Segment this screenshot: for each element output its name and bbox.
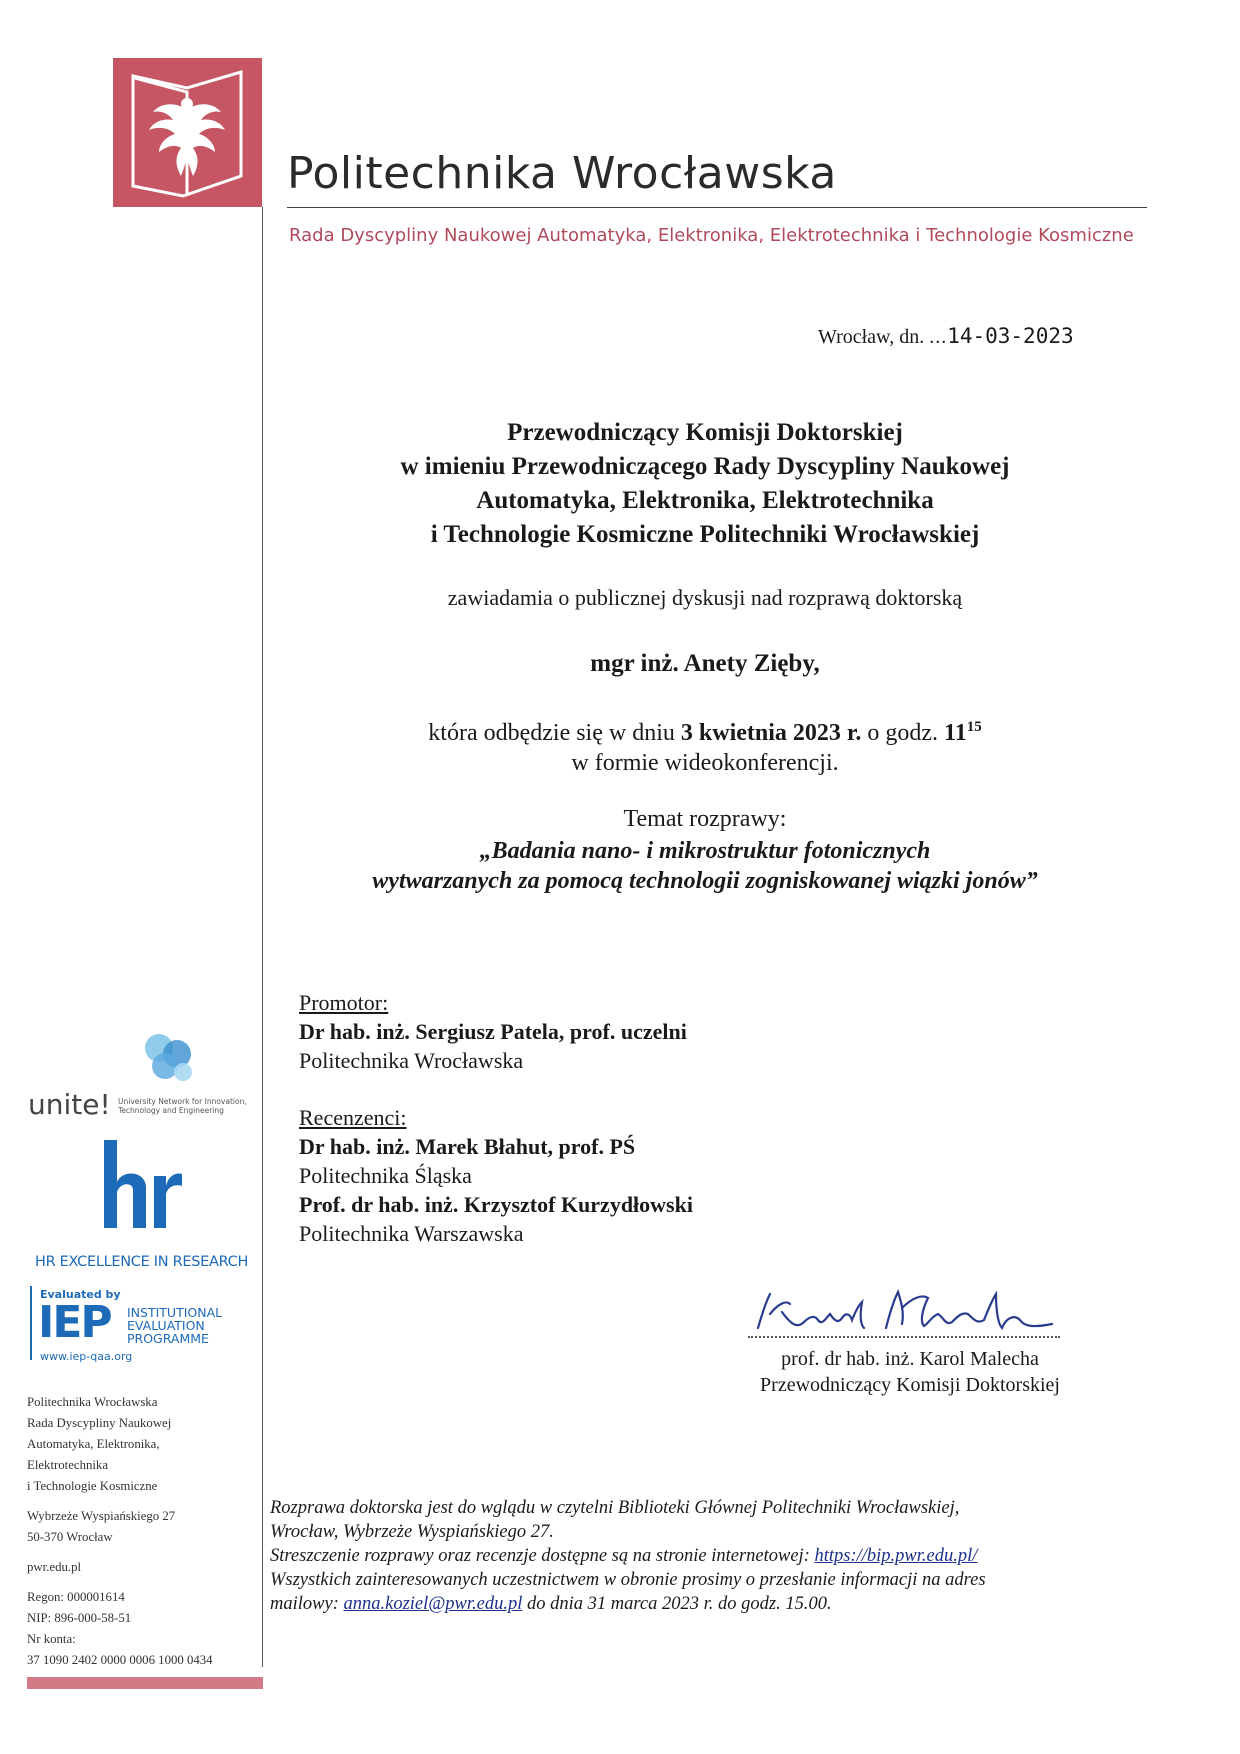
address-line: 50-370 Wrocław	[27, 1530, 113, 1544]
unite-subtitle: University Network for Innovation, Technology and Engineering	[118, 1097, 247, 1115]
footnote-line-5	[270, 1592, 1170, 1616]
signatory	[730, 1346, 1090, 1398]
schedule-minutes: 15	[966, 719, 982, 735]
unite-wordmark: unite!	[28, 1088, 111, 1121]
reviewer-2-affiliation: Politechnika Warszawska	[299, 1221, 524, 1246]
footnote-line-5-prefix: mailowy:	[270, 1594, 339, 1614]
promotor-affiliation: Politechnika Wrocławska	[299, 1048, 524, 1073]
email-link[interactable]: anna.koziel@pwr.edu.pl	[343, 1594, 523, 1614]
website: pwr.edu.pl	[27, 1560, 82, 1574]
footnote-line-2: Wrocław, Wybrzeże Wyspiańskiego 27.	[270, 1522, 554, 1542]
iep-badge-bar	[30, 1286, 32, 1360]
topic-label: Temat rozprawy:	[623, 806, 787, 832]
schedule-line	[263, 712, 1147, 748]
hr-excellence-caption: HR EXCELLENCE IN RESEARCH	[35, 1254, 249, 1270]
iep-line-3: PROGRAMME	[127, 1331, 209, 1346]
regon: Regon: 000001614	[27, 1590, 125, 1604]
footer-accent-bar	[27, 1677, 263, 1689]
address-block	[27, 1392, 213, 1671]
unite-logo-icon	[135, 1028, 205, 1093]
thesis-topic	[263, 836, 1147, 896]
header-divider	[287, 207, 1147, 208]
council-name: Rada Dyscypliny Naukowej Automatyka, Elektronika, Elektrotechnika i Technologie Kosmiczne	[289, 225, 1134, 246]
eagle-emblem-icon	[113, 58, 262, 207]
promotor-name: Dr hab. inż. Sergiusz Patela, prof. uczelni	[299, 1019, 687, 1044]
footnote-line-4: Wszystkich zainteresowanych uczestnictwem w obronie prosimy o przesłanie informacji na adres	[270, 1570, 986, 1590]
address-line: Automatyka, Elektronika,	[27, 1437, 160, 1451]
defense-schedule	[263, 712, 1147, 778]
heading-line-1: Przewodniczący Komisji Doktorskiej	[507, 419, 903, 446]
iep-line-2: EVALUATION	[127, 1318, 205, 1333]
heading-line-3: Automatyka, Elektronika, Elektrotechnika	[476, 487, 934, 514]
schedule-prefix: która odbędzie się w dniu	[428, 720, 675, 746]
date-line	[818, 324, 1074, 349]
address-line: i Technologie Kosmiczne	[27, 1479, 158, 1493]
schedule-hour: 11	[944, 720, 967, 746]
iep-evaluated-label: Evaluated by	[40, 1288, 121, 1301]
account-label: Nr konta:	[27, 1632, 76, 1646]
reviewer-1-name: Dr hab. inż. Marek Błahut, prof. PŚ	[299, 1134, 636, 1159]
heading-line-2: w imieniu Przewodniczącego Rady Dyscypliny Naukowej	[400, 453, 1010, 480]
iep-line-1: INSTITUTIONAL	[127, 1305, 223, 1320]
bip-link[interactable]: https://bip.pwr.edu.pl/	[814, 1546, 978, 1566]
footnote-line-1: Rozprawa doktorska jest do wglądu w czytelni Biblioteki Głównej Politechniki Wrocławskiej,	[270, 1498, 960, 1518]
account-number: 37 1090 2402 0000 0006 1000 0434	[27, 1653, 213, 1667]
reviewer-1-affiliation: Politechnika Śląska	[299, 1163, 472, 1188]
footnote	[270, 1496, 1170, 1616]
date-dots: ...	[929, 326, 948, 348]
address-line: Elektrotechnika	[27, 1458, 109, 1472]
hr-logo-icon	[98, 1138, 184, 1235]
reviewer-2-name: Prof. dr hab. inż. Krzysztof Kurzydłowski	[299, 1192, 693, 1217]
footnote-line-3-text: Streszczenie rozprawy oraz recenzje dostępne są na stronie internetowej:	[270, 1546, 810, 1566]
reviewers-label: Recenzenci:	[299, 1105, 407, 1130]
address-line: Politechnika Wrocławska	[27, 1395, 158, 1409]
footnote-line-3	[270, 1544, 1170, 1568]
signature-line	[748, 1336, 1060, 1338]
iep-url: www.iep-qaa.org	[40, 1350, 133, 1363]
nip: NIP: 896-000-58-51	[27, 1611, 132, 1625]
schedule-date: 3 kwietnia 2023 r.	[680, 720, 862, 746]
topic-line-2: wytwarzanych za pomocą technologii zogniskowanej wiązki jonów”	[372, 868, 1038, 894]
announcement: zawiadamia o publicznej dyskusji nad rozprawą doktorską	[447, 585, 963, 610]
university-logo	[113, 58, 262, 207]
university-name: Politechnika Wrocławska	[287, 148, 837, 199]
promotor-label: Promotor:	[299, 990, 389, 1015]
footnote-line-5-suffix: do dnia 31 marca 2023 r. do godz. 15.00.	[527, 1594, 832, 1614]
signatory-name: prof. dr hab. inż. Karol Malecha	[781, 1348, 1039, 1370]
address-line: Rada Dyscypliny Naukowej	[27, 1416, 172, 1430]
candidate-name: mgr inż. Anety Zięby,	[590, 650, 820, 677]
schedule-time-prefix: o godz.	[867, 720, 939, 746]
date-stamp: 14-03-2023	[947, 324, 1074, 348]
address-line: Wybrzeże Wyspiańskiego 27	[27, 1509, 176, 1523]
reviewers-section	[299, 1103, 693, 1248]
topic-line-1: „Badania nano- i mikrostruktur fotonicznych	[479, 838, 931, 864]
heading-line-4: i Technologie Kosmiczne Politechniki Wrocławskiej	[430, 521, 980, 548]
handwritten-signature	[752, 1284, 1062, 1343]
iep-logo: IEP	[38, 1297, 111, 1348]
date-prefix: Wrocław, dn.	[818, 326, 925, 348]
iep-programme-name	[127, 1306, 222, 1345]
promotor-section	[299, 988, 687, 1075]
signatory-role: Przewodniczący Komisji Doktorskiej	[760, 1374, 1060, 1396]
page-title	[263, 416, 1147, 552]
schedule-form: w formie wideokonferencji.	[571, 750, 839, 776]
